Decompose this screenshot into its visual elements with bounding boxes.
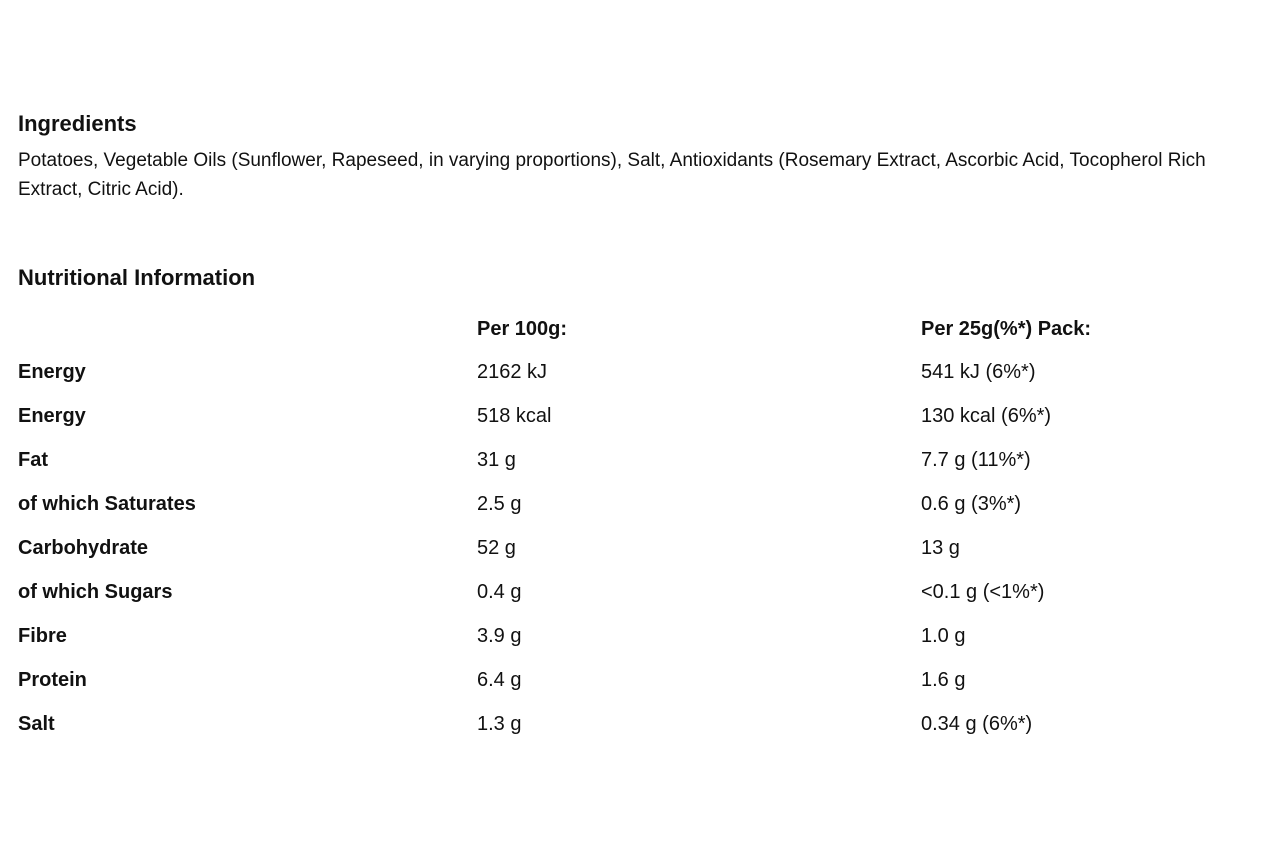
nutrition-header-row — [18, 308, 1258, 350]
product-info — [18, 110, 1270, 746]
table-row — [18, 702, 1258, 746]
per-100g-value: 2.5 g — [477, 492, 522, 515]
per-100g-value: 518 kcal — [477, 404, 552, 427]
per-100g-value: 31 g — [477, 448, 516, 471]
nutrient-name: of which Sugars — [18, 580, 173, 603]
nutrient-name: Fibre — [18, 624, 67, 647]
nutrient-name: Energy — [18, 404, 86, 427]
table-row — [18, 526, 1258, 570]
header-per-pack: Per 25g(%*) Pack: — [921, 317, 1092, 340]
per-pack-value: 130 kcal (6%*) — [921, 404, 1052, 427]
table-row — [18, 658, 1258, 702]
table-row — [18, 614, 1258, 658]
per-100g-value: 52 g — [477, 536, 516, 559]
per-pack-value: 7.7 g (11%*) — [921, 448, 1031, 471]
per-pack-value: 0.6 g (3%*) — [921, 492, 1022, 515]
header-per-100g: Per 100g: — [477, 317, 568, 340]
per-100g-value: 6.4 g — [477, 668, 522, 691]
ingredients-title: Ingredients — [18, 111, 137, 136]
nutrition-title: Nutritional Information — [18, 265, 256, 290]
per-100g-value: 1.3 g — [477, 712, 522, 735]
nutrient-name: of which Saturates — [18, 492, 196, 515]
per-pack-value: 0.34 g (6%*) — [921, 712, 1033, 735]
table-row — [18, 482, 1258, 526]
nutrient-name: Energy — [18, 360, 86, 383]
per-pack-value: 1.6 g — [921, 668, 966, 691]
per-100g-value: 2162 kJ — [477, 360, 548, 383]
nutrient-name: Carbohydrate — [18, 536, 149, 559]
per-pack-value: <0.1 g (<1%*) — [921, 580, 1045, 603]
table-row — [18, 570, 1258, 614]
per-100g-value: 0.4 g — [477, 580, 522, 603]
nutrient-name: Salt — [18, 712, 55, 735]
nutrition-table — [18, 308, 1258, 746]
nutrient-name: Fat — [18, 448, 48, 471]
table-row — [18, 394, 1258, 438]
header-nutrient — [18, 308, 477, 350]
nutrient-name: Protein — [18, 668, 87, 691]
per-100g-value: 3.9 g — [477, 624, 522, 647]
per-pack-value: 541 kJ (6%*) — [921, 360, 1036, 383]
per-pack-value: 1.0 g — [921, 624, 966, 647]
table-row — [18, 350, 1258, 394]
ingredients-text: Potatoes, Vegetable Oils (Sunflower, Rapeseed, in varying proportions), Salt, Antioxidants (Rosemary Extract, Ascorbic Acid, Tocopherol Rich Extract, Citric Acid). — [18, 150, 1206, 200]
table-row — [18, 438, 1258, 482]
per-pack-value: 13 g — [921, 536, 960, 559]
